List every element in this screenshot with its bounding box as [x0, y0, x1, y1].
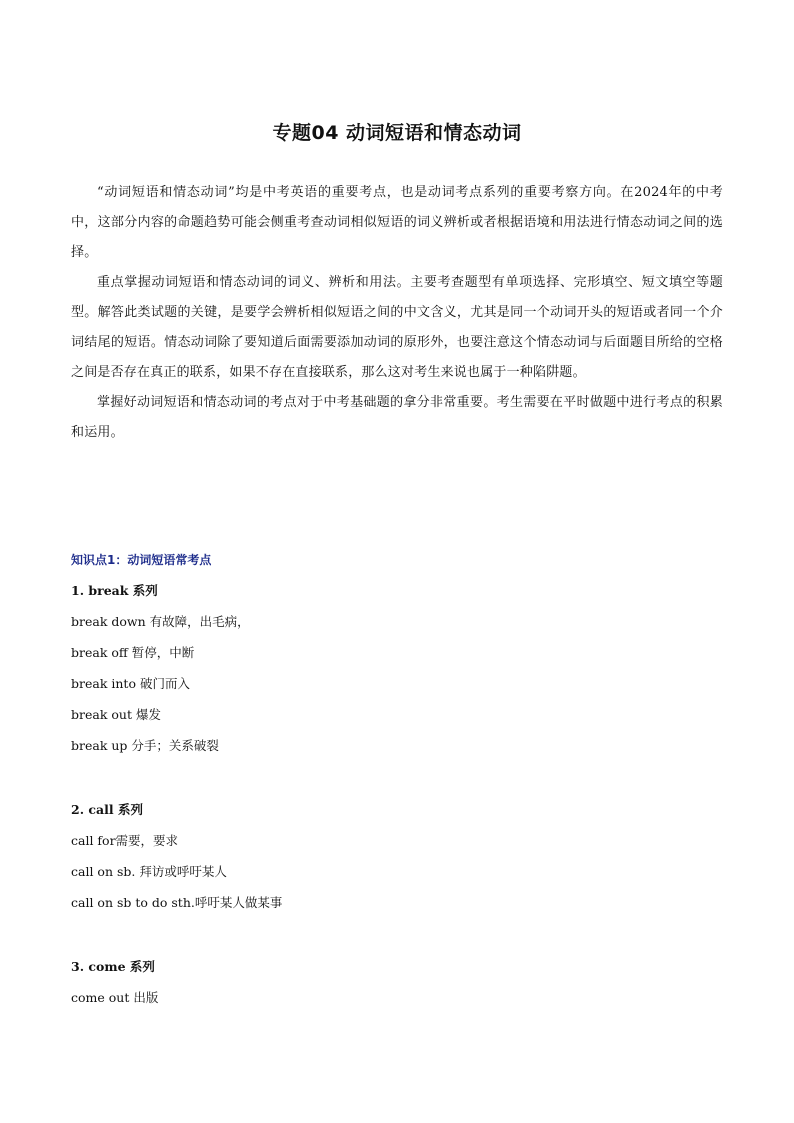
phrase-entry: call for需要，要求: [71, 833, 179, 848]
intro-paragraph: 重点掌握动词短语和情态动词的词义、辨析和用法。主要考查题型有单项选择、完形填空、短文填空等题型。解答此类试题的关键，是要学会辨析相似短语之间的中文含义，尤其是同一个动词开头的短语或者同一个介词结尾的短语。情态动词除了要知道后面需要添加动词的原形外，也要注意这个情态动词与后面题目所给的空格之间是否存在真正的联系，如果不存在直接联系，那么这对考生来说也属于一种陷阱题。: [71, 275, 723, 380]
knowledge-point-heading: 知识点1：动词短语常考点: [71, 553, 212, 567]
group-title-come: 3. come 系列: [71, 959, 155, 974]
intro-paragraph: “动词短语和情态动词”均是中考英语的重要考点，也是动词考点系列的重要考察方向。在2024年的中考中，这部分内容的命题趋势可能会侧重考查动词相似短语的词义辨析或者根据语境和用法进行情态动词之间的选择。: [71, 185, 723, 260]
page-title: 专题04 动词短语和情态动词: [272, 122, 522, 144]
phrase-entry: break into 破门而入: [71, 676, 190, 691]
intro-section: [71, 178, 723, 448]
phrase-entry: break up 分手；关系破裂: [71, 738, 219, 753]
phrase-entry: break down 有故障，出毛病，: [71, 614, 250, 629]
phrase-entry: break out 爆发: [71, 707, 161, 722]
phrase-entry: call on sb to do sth.呼吁某人做某事: [71, 895, 283, 910]
phrase-entry: call on sb. 拜访或呼吁某人: [71, 864, 227, 879]
phrase-entry: break off 暂停，中断: [71, 645, 195, 660]
intro-paragraph: 掌握好动词短语和情态动词的考点对于中考基础题的拿分非常重要。考生需要在平时做题中进行考点的积累和运用。: [71, 395, 723, 440]
phrase-entry: come out 出版: [71, 990, 159, 1005]
group-title-call: 2. call 系列: [71, 802, 143, 817]
group-title-break: 1. break 系列: [71, 583, 158, 598]
